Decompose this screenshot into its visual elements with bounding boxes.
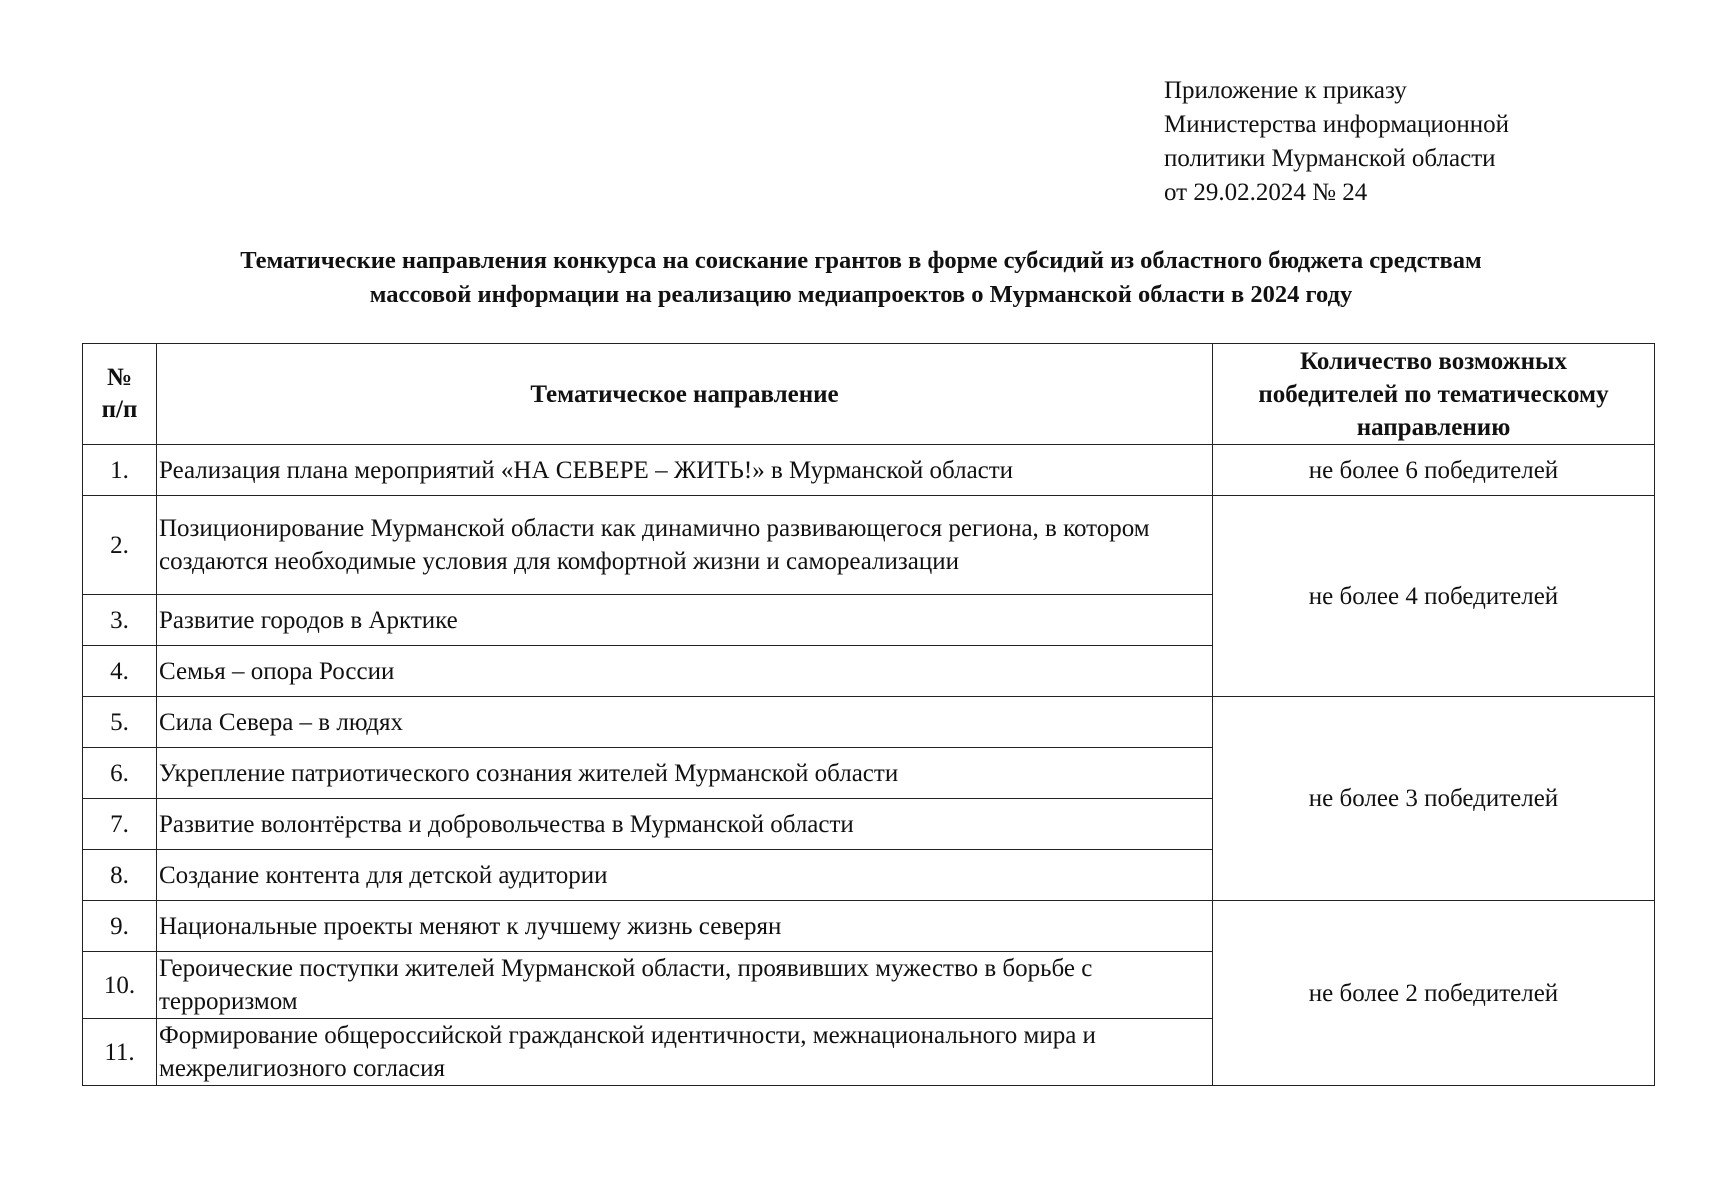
row-number: 10. (83, 952, 157, 1019)
appendix-block (1164, 74, 1509, 210)
row-number: 7. (83, 799, 157, 850)
row-number: 2. (83, 496, 157, 595)
document-title-line: Тематические направления конкурса на соискание грантов в форме субсидий из областного бюджета средствам (240, 247, 1482, 274)
row-number: 6. (83, 748, 157, 799)
row-theme: Формирование общероссийской гражданской идентичности, межнационального мира и межрелигиозного согласия (157, 1019, 1213, 1086)
winner-count-cell: не более 4 победителей (1213, 496, 1655, 697)
row-theme: Сила Севера – в людях (157, 697, 1213, 748)
row-number: 11. (83, 1019, 157, 1086)
table-header-row (83, 344, 1655, 445)
appendix-line: Министерства информационной (1164, 111, 1510, 138)
document-title-line: массовой информации на реализацию медиапроектов о Мурманской области в 2024 году (369, 281, 1353, 308)
table-row (83, 496, 1655, 595)
winner-count-cell: не более 3 победителей (1213, 697, 1655, 901)
row-theme: Развитие волонтёрства и добровольчества в Мурманской области (157, 799, 1213, 850)
row-theme: Укрепление патриотического сознания жителей Мурманской области (157, 748, 1213, 799)
row-number: 8. (83, 850, 157, 901)
table-row (83, 697, 1655, 748)
row-number: 9. (83, 901, 157, 952)
table-row (83, 901, 1655, 952)
row-theme: Создание контента для детской аудитории (157, 850, 1213, 901)
winner-count-cell: не более 6 победителей (1213, 445, 1655, 496)
appendix-line: Приложение к приказу (1164, 77, 1407, 104)
header-winner-count: Количество возможных победителей по тематическому направлению (1213, 344, 1655, 445)
row-theme: Героические поступки жителей Мурманской области, проявивших мужество в борьбе с терроризмом (157, 952, 1213, 1019)
row-theme: Развитие городов в Арктике (157, 595, 1213, 646)
row-theme: Национальные проекты меняют к лучшему жизнь северян (157, 901, 1213, 952)
row-number: 5. (83, 697, 157, 748)
header-number: № п/п (83, 344, 157, 445)
appendix-line: от 29.02.2024 № 24 (1164, 179, 1368, 206)
header-theme: Тематическое направление (157, 344, 1213, 445)
row-number: 3. (83, 595, 157, 646)
row-theme: Реализация плана мероприятий «НА СЕВЕРЕ – ЖИТЬ!» в Мурманской области (157, 445, 1213, 496)
table-row (83, 445, 1655, 496)
document-title (60, 244, 1662, 312)
appendix-line: политики Мурманской области (1164, 145, 1496, 172)
row-theme: Семья – опора России (157, 646, 1213, 697)
row-number: 1. (83, 445, 157, 496)
themes-table (82, 343, 1655, 1086)
row-number: 4. (83, 646, 157, 697)
winner-count-cell: не более 2 победителей (1213, 901, 1655, 1086)
row-theme: Позиционирование Мурманской области как динамично развивающегося региона, в котором создаются необходимые условия для комфортной жизни и самореализации (157, 496, 1213, 595)
